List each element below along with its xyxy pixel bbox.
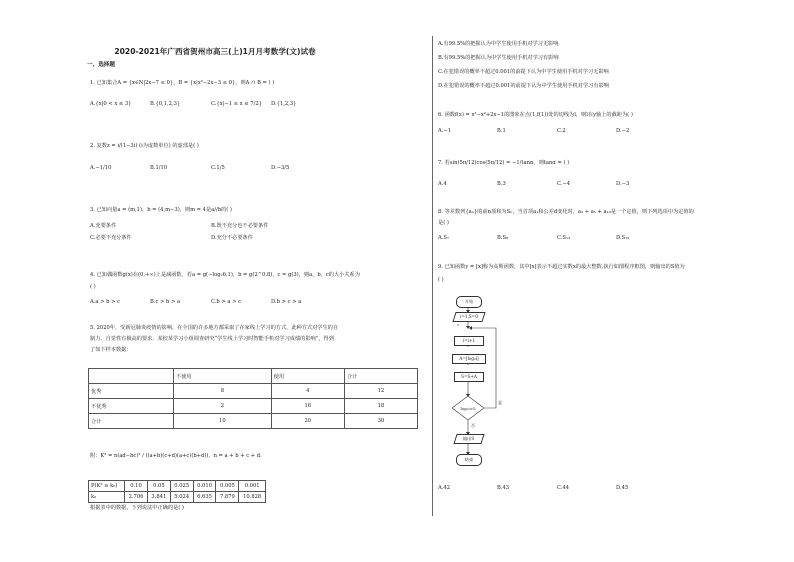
q5-option-d: D.在犯错误的概率不超过0.001的前提下认为中学生使用手机对学习有影响 (438, 83, 609, 89)
table-cell: k₀ (89, 492, 125, 503)
table-cell: 20 (271, 414, 344, 429)
q2-option-d: D.−3/5 (271, 165, 290, 171)
table-cell: 合计 (89, 414, 174, 429)
table-cell: 0.010 (193, 481, 216, 492)
table-row (89, 384, 418, 399)
sample-data-table (88, 368, 418, 429)
q3-option-c: C.必要不充分条件 (90, 235, 132, 241)
q5-option-a: A.有99.5%的把握认为中学生使用手机对学习无影响 (438, 41, 559, 47)
flow-init (452, 312, 485, 322)
table-row (89, 399, 418, 414)
table-row (89, 414, 418, 429)
table-cell: 0.005 (216, 481, 239, 492)
q9-option-d: D.45 (616, 485, 629, 491)
question-5-line3: 了如下样本数据： (90, 347, 132, 353)
table-cell: 0.05 (147, 481, 170, 492)
table-cell: 16 (271, 399, 344, 414)
table-header-cell: 使用 (271, 369, 344, 384)
table-cell: 3.841 (147, 492, 170, 503)
q2-option-a: A.−1/10 (90, 165, 112, 171)
table-cell: 10 (174, 414, 272, 429)
table-cell: 18 (344, 399, 417, 414)
q5-option-b: B.有99.5%的把握认为中学生使用手机对学习有影响 (438, 55, 559, 61)
table-header-cell (89, 369, 174, 384)
q9-option-c: C.44 (557, 485, 570, 491)
q3-option-d: D.充分不必要条件 (211, 235, 253, 241)
q6-option-b: B.1 (497, 128, 506, 134)
table-cell: 0.001 (239, 481, 266, 492)
table-cell: 5.024 (170, 492, 193, 503)
table-cell: 4 (271, 384, 344, 399)
question-7: 7. 若sin(5π/12)cos(5π/12) = −1/tanα，则tanα = ( ) (438, 160, 570, 166)
table-header-cell: 合计 (344, 369, 417, 384)
k-square-formula: 附：K² = n(ad−bc)² / ((a+b)(c+d)(a+c)(b+d))，n = a + b + c + d. (90, 453, 262, 459)
flow-yes-label: 是 (498, 400, 502, 405)
column-divider (432, 36, 433, 516)
table-cell: 10.828 (239, 492, 266, 503)
table-cell: 6.635 (193, 492, 216, 503)
table-cell: 2 (174, 399, 272, 414)
flow-output (453, 434, 484, 444)
table-row (89, 492, 266, 503)
q9-option-a: A.42 (438, 485, 450, 491)
q7-option-a: A.4 (438, 181, 447, 187)
q1-option-b: B.{0,1,2,3} (150, 101, 181, 107)
question-1: 1. 已知集合A = {x∈N|2x−7 ≤ 0}，B = {x|x²−2x−3 ≤ 0}，则A ∩ B = ( ) (90, 80, 275, 86)
q5-option-c: C.在犯错误的概率不超过0.001的前提下认为中学生使用手机对学习无影响 (438, 69, 609, 75)
table-cell: 30 (344, 414, 417, 429)
flow-no-label: 否 (471, 423, 475, 428)
question-8-line2: 是( ) (438, 220, 449, 226)
q4-option-d: D.b > c > a (271, 299, 302, 305)
table-header-row (89, 369, 418, 384)
question-5-line2: 制力、自觉性有极高的要求．某校某学习小组调查研究“学生线上学习时智能手机对学习成绩的影响”，得到 (90, 336, 334, 342)
q6-option-c: C.2 (557, 128, 566, 134)
table-row (89, 481, 266, 492)
question-8-line1: 8. 等差数列{aₙ}的前n项和为Sₙ，当首项a₁和公差d变化时，a₃ + a₅ + a₁₀是一个定值，则下列选项中为定值的 (438, 209, 694, 215)
q1-option-d: D.{1,2,3} (271, 101, 297, 107)
table-cell: 7.879 (216, 492, 239, 503)
q7-option-c: C.−4 (557, 181, 571, 187)
flow-init-label: i=1,S=0 (460, 313, 478, 319)
q9-option-b: B.43 (497, 485, 510, 491)
q3-option-a: A.充要条件 (90, 223, 117, 229)
q8-option-c: C.S₁₃ (557, 235, 571, 241)
table-cell: 8 (174, 384, 272, 399)
q7-option-d: D.−3 (616, 181, 630, 187)
program-flowchart (438, 290, 538, 470)
q2-option-c: C.1/5 (211, 165, 225, 171)
q9-paren: ( ) (438, 277, 444, 283)
q4-paren: ( ) (90, 284, 96, 290)
table-cell: 2.706 (125, 492, 148, 503)
q4-option-c: C.b > a > c (211, 299, 242, 305)
q6-option-a: A.−1 (438, 128, 452, 134)
question-9: 9. 已知函数y = [x]称为高斯函数，其中[x]表示不超过实数x的最大整数.执行如图程序框图，则输出的S值为 (438, 264, 685, 270)
table-cell: 0.025 (170, 481, 193, 492)
q8-option-b: B.S₈ (497, 235, 509, 241)
flow-start: 开始 (456, 296, 482, 308)
question-5-line1: 5. 2020年，受新冠肺炎疫情的影响，在全国的许多地方都采取了在家线上学习的方式，此种方式对学生的自 (90, 325, 339, 331)
flow-accumulate: S=S+A (454, 372, 484, 382)
critical-value-table (88, 480, 266, 503)
q4-option-a: A.a > b > c (90, 299, 121, 305)
page-title: 2020-2021年广西省贺州市高三(上)1月月考数学(文)试卷 (114, 47, 316, 56)
q1-option-c: C.{x|−1 ≤ x ≤ 7/2} (211, 101, 262, 107)
q4-option-b: B.c > b > a (150, 299, 181, 305)
table-header-cell: 不使用 (174, 369, 272, 384)
q7-option-b: B.3 (497, 181, 506, 187)
q3-option-b: B.既不充分也不必要条件 (211, 223, 269, 229)
flow-end: 结束 (456, 454, 482, 466)
table-cell: 0.10 (125, 481, 148, 492)
q2-option-b: B.1/10 (150, 165, 168, 171)
table-cell: 优秀 (89, 384, 174, 399)
section-heading: 一、选择题 (87, 62, 115, 68)
table-cell: 12 (344, 384, 417, 399)
flow-condition-label: log₂i>5 (460, 406, 476, 411)
q8-option-d: D.S₁₅ (616, 235, 630, 241)
table-cell: P(K² ≥ k₀) (89, 481, 125, 492)
q1-option-a: A.{x|0 < x ≤ 3} (90, 101, 132, 107)
question-6: 6. 函数f(x) = x³−x²+2x−1的图象在点(1,f(1))处的切线为l，则l在y轴上的截距为( ) (438, 112, 633, 118)
table-cell: 不优秀 (89, 399, 174, 414)
question-2: 2. 复数z = i/(1−3i) (i为虚数单位) 的虚部是( ) (90, 143, 199, 149)
flow-increment: i=i+1 (454, 336, 484, 346)
q6-option-d: D.−2 (616, 128, 630, 134)
q8-option-a: A.S₇ (438, 235, 450, 241)
question-4: 4. 已知偶函数g(x)在(0,+∞)上是减函数，若a = g(−log₂6.1)，b = g(2^0.8)，c = g(3)，则a，b，c的大小关系为 (90, 272, 360, 278)
question-5-tail: 根据表中的数据，下列说法中正确的是( ) (90, 505, 184, 511)
flow-output-label: 输出S (463, 435, 475, 441)
flow-compute-a: A=[log₂i] (452, 354, 486, 364)
question-3: 3. 已知向量a = (m,1)，b = (4,m−3)，则m = 4是a//b的( ) (90, 207, 232, 213)
